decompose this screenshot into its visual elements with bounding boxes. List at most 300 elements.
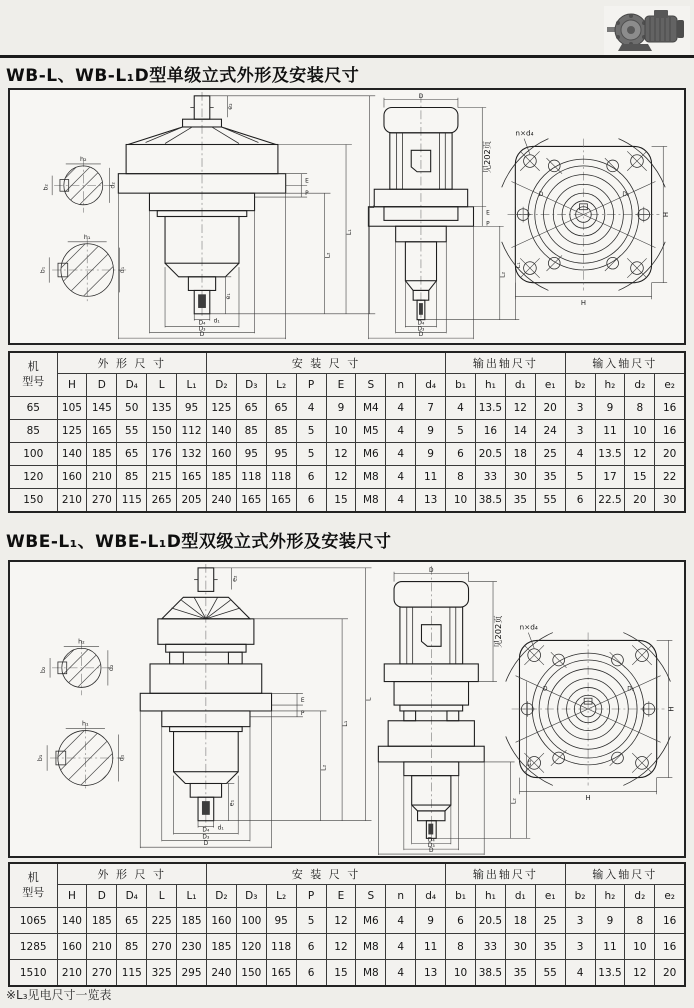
group-header: 输出轴尺寸 bbox=[446, 352, 566, 374]
group-header: 安 装 尺 寸 bbox=[206, 863, 445, 885]
see-page-label: 见202页 bbox=[482, 140, 493, 174]
dim-label-h2: h₂ bbox=[78, 637, 85, 646]
dimension-table-double-stage bbox=[8, 862, 686, 987]
motor-view-drawing bbox=[378, 566, 533, 855]
dim-label-L: L bbox=[364, 697, 373, 701]
value-cell: 185 bbox=[206, 934, 236, 960]
column-header: L₁ bbox=[177, 374, 207, 397]
value-cell: M8 bbox=[356, 489, 386, 513]
value-cell: 12 bbox=[625, 443, 655, 466]
dim-label-e1: e₁ bbox=[225, 293, 233, 300]
value-cell: 65 bbox=[266, 397, 296, 420]
value-cell: 3 bbox=[565, 934, 595, 960]
value-cell: 95 bbox=[177, 397, 207, 420]
model-cell: 150 bbox=[9, 489, 57, 513]
value-cell: 33 bbox=[475, 466, 505, 489]
dim-label-P-motor: P bbox=[486, 221, 490, 228]
value-cell: 15 bbox=[326, 960, 356, 987]
value-cell: 115 bbox=[117, 960, 147, 987]
value-cell: M8 bbox=[356, 934, 386, 960]
column-header: D₃ bbox=[236, 885, 266, 908]
value-cell: 12 bbox=[505, 397, 535, 420]
value-cell: 10 bbox=[326, 420, 356, 443]
value-cell: 35 bbox=[535, 934, 565, 960]
value-cell: 120 bbox=[236, 934, 266, 960]
value-cell: 8 bbox=[446, 466, 476, 489]
value-cell: 16 bbox=[475, 420, 505, 443]
dim-label-D-top: D bbox=[418, 93, 424, 100]
group-header: 安 装 尺 寸 bbox=[206, 352, 445, 374]
dim-label-D3-motor: D₃ bbox=[417, 326, 425, 333]
value-cell: 215 bbox=[147, 466, 177, 489]
section1-title: WB-L、WB-L₁D型单级立式外形及安装尺寸 bbox=[6, 66, 360, 86]
value-cell: 9 bbox=[416, 420, 446, 443]
column-header: L₂ bbox=[266, 374, 296, 397]
value-cell: 11 bbox=[416, 934, 446, 960]
value-cell: 38.5 bbox=[475, 489, 505, 513]
flange-view-drawing bbox=[506, 623, 676, 803]
drawing-panel-single-stage bbox=[8, 88, 686, 345]
column-header: e₂ bbox=[655, 885, 685, 908]
value-cell: 16 bbox=[655, 397, 685, 420]
single-stage-drawing bbox=[10, 90, 684, 343]
value-cell: 4 bbox=[386, 397, 416, 420]
column-header: d₂ bbox=[625, 885, 655, 908]
value-cell: 13 bbox=[416, 960, 446, 987]
drawing-panel-double-stage bbox=[8, 560, 686, 858]
value-cell: 6 bbox=[446, 443, 476, 466]
value-cell: 95 bbox=[236, 443, 266, 466]
value-cell: 230 bbox=[177, 934, 207, 960]
section2-title: WBE-L₁、WBE-L₁D型双级立式外形及安装尺寸 bbox=[6, 532, 392, 552]
column-header: E bbox=[326, 885, 356, 908]
value-cell: 165 bbox=[177, 466, 207, 489]
model-cell: 1065 bbox=[9, 908, 57, 934]
front-view-drawing bbox=[140, 564, 372, 848]
value-cell: 35 bbox=[505, 489, 535, 513]
dim-label-D3: D₃ bbox=[202, 834, 210, 841]
shaft-section-output bbox=[39, 226, 130, 314]
table-row bbox=[9, 443, 685, 466]
value-cell: M5 bbox=[356, 420, 386, 443]
value-cell: 165 bbox=[266, 489, 296, 513]
value-cell: 16 bbox=[655, 908, 685, 934]
value-cell: 240 bbox=[206, 960, 236, 987]
column-header: D₂ bbox=[206, 374, 236, 397]
value-cell: 205 bbox=[177, 489, 207, 513]
value-cell: 9 bbox=[595, 908, 625, 934]
value-cell: 10 bbox=[625, 420, 655, 443]
dim-label-D4-motor: D₄ bbox=[417, 320, 425, 327]
value-cell: 140 bbox=[57, 443, 87, 466]
dim-label-D-top: D bbox=[429, 567, 434, 574]
column-header: H bbox=[57, 374, 87, 397]
value-cell: 20.5 bbox=[475, 443, 505, 466]
table-row bbox=[9, 934, 685, 960]
group-header: 外 形 尺 寸 bbox=[57, 352, 206, 374]
value-cell: 10 bbox=[446, 489, 476, 513]
value-cell: 160 bbox=[206, 908, 236, 934]
dim-label-D-flange: D bbox=[543, 686, 548, 693]
column-header: d₁ bbox=[505, 374, 535, 397]
column-header: d₂ bbox=[625, 374, 655, 397]
value-cell: 15 bbox=[625, 466, 655, 489]
column-header: L bbox=[147, 885, 177, 908]
value-cell: 118 bbox=[236, 466, 266, 489]
value-cell: 5 bbox=[446, 420, 476, 443]
value-cell: M6 bbox=[356, 908, 386, 934]
value-cell: 10 bbox=[625, 934, 655, 960]
column-header: h₁ bbox=[475, 885, 505, 908]
dim-label-L2: L₂ bbox=[319, 764, 328, 771]
value-cell: 30 bbox=[505, 466, 535, 489]
dim-label-d1: d₁ bbox=[119, 266, 127, 274]
value-cell: 4 bbox=[446, 397, 476, 420]
value-cell: 8 bbox=[625, 397, 655, 420]
value-cell: 20.5 bbox=[475, 908, 505, 934]
dim-label-L1: L₁ bbox=[341, 720, 350, 727]
value-cell: 270 bbox=[87, 489, 117, 513]
footnote: ※L₃见电尺寸一览表 bbox=[6, 988, 112, 1002]
value-cell: 4 bbox=[386, 960, 416, 987]
value-cell: 8 bbox=[446, 934, 476, 960]
value-cell: 100 bbox=[236, 908, 266, 934]
value-cell: 6 bbox=[296, 934, 326, 960]
model-cell: 65 bbox=[9, 397, 57, 420]
value-cell: 140 bbox=[206, 420, 236, 443]
value-cell: 11 bbox=[416, 466, 446, 489]
value-cell: 22.5 bbox=[595, 489, 625, 513]
value-cell: 12 bbox=[326, 908, 356, 934]
value-cell: 55 bbox=[117, 420, 147, 443]
column-header: e₂ bbox=[655, 374, 685, 397]
dim-label-L2-motor: L₂ bbox=[499, 271, 507, 278]
value-cell: 325 bbox=[147, 960, 177, 987]
value-cell: 13 bbox=[416, 489, 446, 513]
value-cell: 210 bbox=[57, 960, 87, 987]
value-cell: 270 bbox=[147, 934, 177, 960]
value-cell: 16 bbox=[655, 420, 685, 443]
dim-label-d2: d₂ bbox=[106, 664, 115, 672]
value-cell: 25 bbox=[535, 908, 565, 934]
value-cell: 185 bbox=[87, 443, 117, 466]
value-cell: 30 bbox=[505, 934, 535, 960]
value-cell: 150 bbox=[147, 420, 177, 443]
column-header: b₁ bbox=[446, 374, 476, 397]
column-header: E bbox=[326, 374, 356, 397]
bolt-callout-label: n×d₄ bbox=[519, 622, 538, 632]
dim-label-H-right: H bbox=[662, 211, 671, 218]
value-cell: 14 bbox=[505, 420, 535, 443]
table-row bbox=[9, 420, 685, 443]
value-cell: 35 bbox=[535, 466, 565, 489]
value-cell: 132 bbox=[177, 443, 207, 466]
dim-label-D-motor: D bbox=[429, 848, 434, 855]
value-cell: 176 bbox=[147, 443, 177, 466]
column-header: n bbox=[386, 885, 416, 908]
value-cell: 165 bbox=[266, 960, 296, 987]
dim-label-h1: h₁ bbox=[82, 719, 89, 728]
group-header: 输出轴尺寸 bbox=[446, 863, 566, 885]
model-cell: 1285 bbox=[9, 934, 57, 960]
table-row bbox=[9, 960, 685, 987]
value-cell: 30 bbox=[655, 489, 685, 513]
dim-label-D-motor: D bbox=[418, 332, 424, 339]
value-cell: 6 bbox=[446, 908, 476, 934]
value-cell: 16 bbox=[655, 934, 685, 960]
dim-label-D4: D₄ bbox=[198, 320, 206, 327]
value-cell: M6 bbox=[356, 443, 386, 466]
value-cell: 95 bbox=[266, 908, 296, 934]
value-cell: 12 bbox=[625, 960, 655, 987]
dim-label-P: P bbox=[305, 191, 309, 198]
value-cell: 11 bbox=[595, 420, 625, 443]
column-header: n bbox=[386, 374, 416, 397]
value-cell: 11 bbox=[595, 934, 625, 960]
value-cell: 4 bbox=[386, 443, 416, 466]
value-cell: 225 bbox=[147, 908, 177, 934]
shaft-section-input bbox=[39, 635, 115, 702]
dim-label-d1-bottom: d₁ bbox=[213, 318, 220, 325]
dim-label-D2-flange: D₂ bbox=[622, 192, 630, 199]
value-cell: 160 bbox=[57, 934, 87, 960]
dim-label-H-right: H bbox=[667, 706, 676, 712]
flange-view-drawing bbox=[499, 128, 671, 308]
group-header: 外 形 尺 寸 bbox=[57, 863, 206, 885]
see-page-label: 见202页 bbox=[492, 615, 503, 648]
dim-label-e2: e₂ bbox=[230, 575, 239, 582]
dim-label-e2: e₂ bbox=[227, 103, 235, 110]
value-cell: 65 bbox=[236, 397, 266, 420]
dim-label-D-flange: D bbox=[538, 192, 544, 199]
value-cell: 38.5 bbox=[475, 960, 505, 987]
value-cell: 265 bbox=[147, 489, 177, 513]
dim-label-E: E bbox=[300, 698, 305, 705]
value-cell: 20 bbox=[655, 960, 685, 987]
dim-label-D2-flange: D₂ bbox=[627, 686, 635, 693]
value-cell: 160 bbox=[57, 466, 87, 489]
value-cell: 150 bbox=[236, 960, 266, 987]
column-header: d₄ bbox=[416, 885, 446, 908]
value-cell: 12 bbox=[326, 934, 356, 960]
value-cell: 3 bbox=[565, 397, 595, 420]
value-cell: 4 bbox=[386, 466, 416, 489]
value-cell: 50 bbox=[117, 397, 147, 420]
value-cell: 20 bbox=[625, 489, 655, 513]
column-header: L₂ bbox=[266, 885, 296, 908]
value-cell: 4 bbox=[565, 443, 595, 466]
value-cell: 185 bbox=[206, 466, 236, 489]
dim-label-h1: h₁ bbox=[83, 233, 91, 241]
value-cell: 85 bbox=[236, 420, 266, 443]
value-cell: 25 bbox=[535, 443, 565, 466]
group-header: 输入轴尺寸 bbox=[565, 352, 685, 374]
value-cell: 55 bbox=[535, 960, 565, 987]
column-header: P bbox=[296, 885, 326, 908]
value-cell: M4 bbox=[356, 397, 386, 420]
value-cell: 165 bbox=[236, 489, 266, 513]
column-header: e₁ bbox=[535, 885, 565, 908]
value-cell: 112 bbox=[177, 420, 207, 443]
value-cell: 118 bbox=[266, 934, 296, 960]
gearmotor-photo bbox=[604, 6, 690, 56]
dim-label-b2: b₂ bbox=[42, 184, 50, 191]
dim-label-P: P bbox=[300, 710, 305, 717]
dim-label-d1: d₁ bbox=[117, 754, 126, 762]
dim-label-L1-motor: L₁ bbox=[525, 759, 534, 766]
value-cell: 5 bbox=[565, 466, 595, 489]
value-cell: 165 bbox=[87, 420, 117, 443]
table-row bbox=[9, 397, 685, 420]
value-cell: 5 bbox=[296, 443, 326, 466]
value-cell: 17 bbox=[595, 466, 625, 489]
column-header: D₃ bbox=[236, 374, 266, 397]
column-header: P bbox=[296, 374, 326, 397]
value-cell: 185 bbox=[177, 908, 207, 934]
value-cell: 6 bbox=[296, 489, 326, 513]
front-view-drawing bbox=[118, 92, 376, 339]
value-cell: 3 bbox=[565, 420, 595, 443]
column-header: D₄ bbox=[117, 374, 147, 397]
value-cell: 5 bbox=[296, 420, 326, 443]
bolt-callout-label: n×d₄ bbox=[515, 128, 534, 138]
model-cell: 1510 bbox=[9, 960, 57, 987]
value-cell: 210 bbox=[87, 934, 117, 960]
value-cell: 145 bbox=[87, 397, 117, 420]
column-header: S bbox=[356, 374, 386, 397]
value-cell: 85 bbox=[117, 934, 147, 960]
dim-label-D4: D₄ bbox=[202, 827, 210, 834]
value-cell: 9 bbox=[326, 397, 356, 420]
value-cell: 18 bbox=[505, 443, 535, 466]
value-cell: 8 bbox=[625, 908, 655, 934]
model-cell: 120 bbox=[9, 466, 57, 489]
value-cell: 6 bbox=[296, 960, 326, 987]
dim-label-L1-motor: L₁ bbox=[515, 262, 523, 269]
value-cell: 55 bbox=[535, 489, 565, 513]
dim-label-H-bottom: H bbox=[580, 299, 587, 308]
value-cell: 15 bbox=[326, 489, 356, 513]
value-cell: 22 bbox=[655, 466, 685, 489]
column-header: d₄ bbox=[416, 374, 446, 397]
column-header: D bbox=[87, 374, 117, 397]
value-cell: 6 bbox=[296, 466, 326, 489]
dimension-table-single-stage bbox=[8, 351, 686, 513]
column-header: b₁ bbox=[446, 885, 476, 908]
value-cell: 35 bbox=[505, 960, 535, 987]
column-header: d₁ bbox=[505, 885, 535, 908]
dim-label-D3: D₃ bbox=[198, 326, 206, 333]
value-cell: 9 bbox=[595, 397, 625, 420]
value-cell: 140 bbox=[57, 908, 87, 934]
value-cell: 12 bbox=[326, 443, 356, 466]
dim-label-b1: b₁ bbox=[39, 266, 47, 274]
value-cell: 210 bbox=[87, 466, 117, 489]
value-cell: 7 bbox=[416, 397, 446, 420]
value-cell: 20 bbox=[655, 443, 685, 466]
value-cell: 185 bbox=[87, 908, 117, 934]
dim-label-d2: d₂ bbox=[109, 182, 117, 189]
dim-label-D: D bbox=[203, 841, 209, 848]
value-cell: 95 bbox=[266, 443, 296, 466]
column-header: D₂ bbox=[206, 885, 236, 908]
value-cell: 9 bbox=[416, 443, 446, 466]
table-row bbox=[9, 908, 685, 934]
shaft-section-input bbox=[42, 152, 116, 218]
value-cell: 4 bbox=[296, 397, 326, 420]
value-cell: 6 bbox=[565, 489, 595, 513]
column-header: L bbox=[147, 374, 177, 397]
value-cell: 4 bbox=[386, 934, 416, 960]
value-cell: 240 bbox=[206, 489, 236, 513]
dim-label-h2: h₂ bbox=[80, 156, 87, 164]
dim-label-e1: e₁ bbox=[227, 799, 236, 807]
value-cell: 118 bbox=[266, 466, 296, 489]
value-cell: 10 bbox=[446, 960, 476, 987]
model-column-header: 机 型号 bbox=[9, 352, 57, 397]
dim-label-D4-motor: D₄ bbox=[427, 837, 435, 844]
column-header: L₁ bbox=[177, 885, 207, 908]
column-header: h₁ bbox=[475, 374, 505, 397]
value-cell: 210 bbox=[57, 489, 87, 513]
value-cell: 160 bbox=[206, 443, 236, 466]
motor-view-drawing bbox=[368, 94, 522, 339]
dim-label-d1-bottom: d₁ bbox=[217, 825, 224, 832]
column-header: h₂ bbox=[595, 885, 625, 908]
top-rule bbox=[0, 55, 694, 58]
value-cell: M8 bbox=[356, 960, 386, 987]
column-header: h₂ bbox=[595, 374, 625, 397]
group-header: 输入轴尺寸 bbox=[565, 863, 685, 885]
value-cell: 65 bbox=[117, 443, 147, 466]
value-cell: 4 bbox=[386, 489, 416, 513]
value-cell: 4 bbox=[565, 960, 595, 987]
value-cell: 295 bbox=[177, 960, 207, 987]
dim-label-D3-motor: D₃ bbox=[427, 843, 435, 850]
dim-label-D: D bbox=[199, 332, 205, 339]
value-cell: 12 bbox=[326, 466, 356, 489]
dim-label-L: L bbox=[369, 205, 377, 209]
value-cell: 4 bbox=[386, 420, 416, 443]
value-cell: 3 bbox=[565, 908, 595, 934]
dim-label-L2-motor: L₂ bbox=[509, 798, 518, 805]
value-cell: 4 bbox=[386, 908, 416, 934]
column-header: H bbox=[57, 885, 87, 908]
dim-label-L2: L₂ bbox=[324, 252, 332, 259]
value-cell: 20 bbox=[535, 397, 565, 420]
value-cell: 270 bbox=[87, 960, 117, 987]
value-cell: M8 bbox=[356, 466, 386, 489]
model-column-header: 机 型号 bbox=[9, 863, 57, 908]
value-cell: 33 bbox=[475, 934, 505, 960]
column-header: b₂ bbox=[565, 885, 595, 908]
value-cell: 13.5 bbox=[475, 397, 505, 420]
value-cell: 13.5 bbox=[595, 443, 625, 466]
dim-label-L1: L₁ bbox=[345, 229, 353, 236]
value-cell: 5 bbox=[296, 908, 326, 934]
double-stage-drawing bbox=[10, 562, 684, 856]
value-cell: 135 bbox=[147, 397, 177, 420]
table-row bbox=[9, 489, 685, 513]
shaft-section-output bbox=[36, 714, 128, 802]
column-header: D₄ bbox=[117, 885, 147, 908]
value-cell: 115 bbox=[117, 489, 147, 513]
value-cell: 65 bbox=[117, 908, 147, 934]
value-cell: 9 bbox=[416, 908, 446, 934]
column-header: S bbox=[356, 885, 386, 908]
dim-label-b2: b₂ bbox=[39, 666, 48, 674]
column-header: b₂ bbox=[565, 374, 595, 397]
